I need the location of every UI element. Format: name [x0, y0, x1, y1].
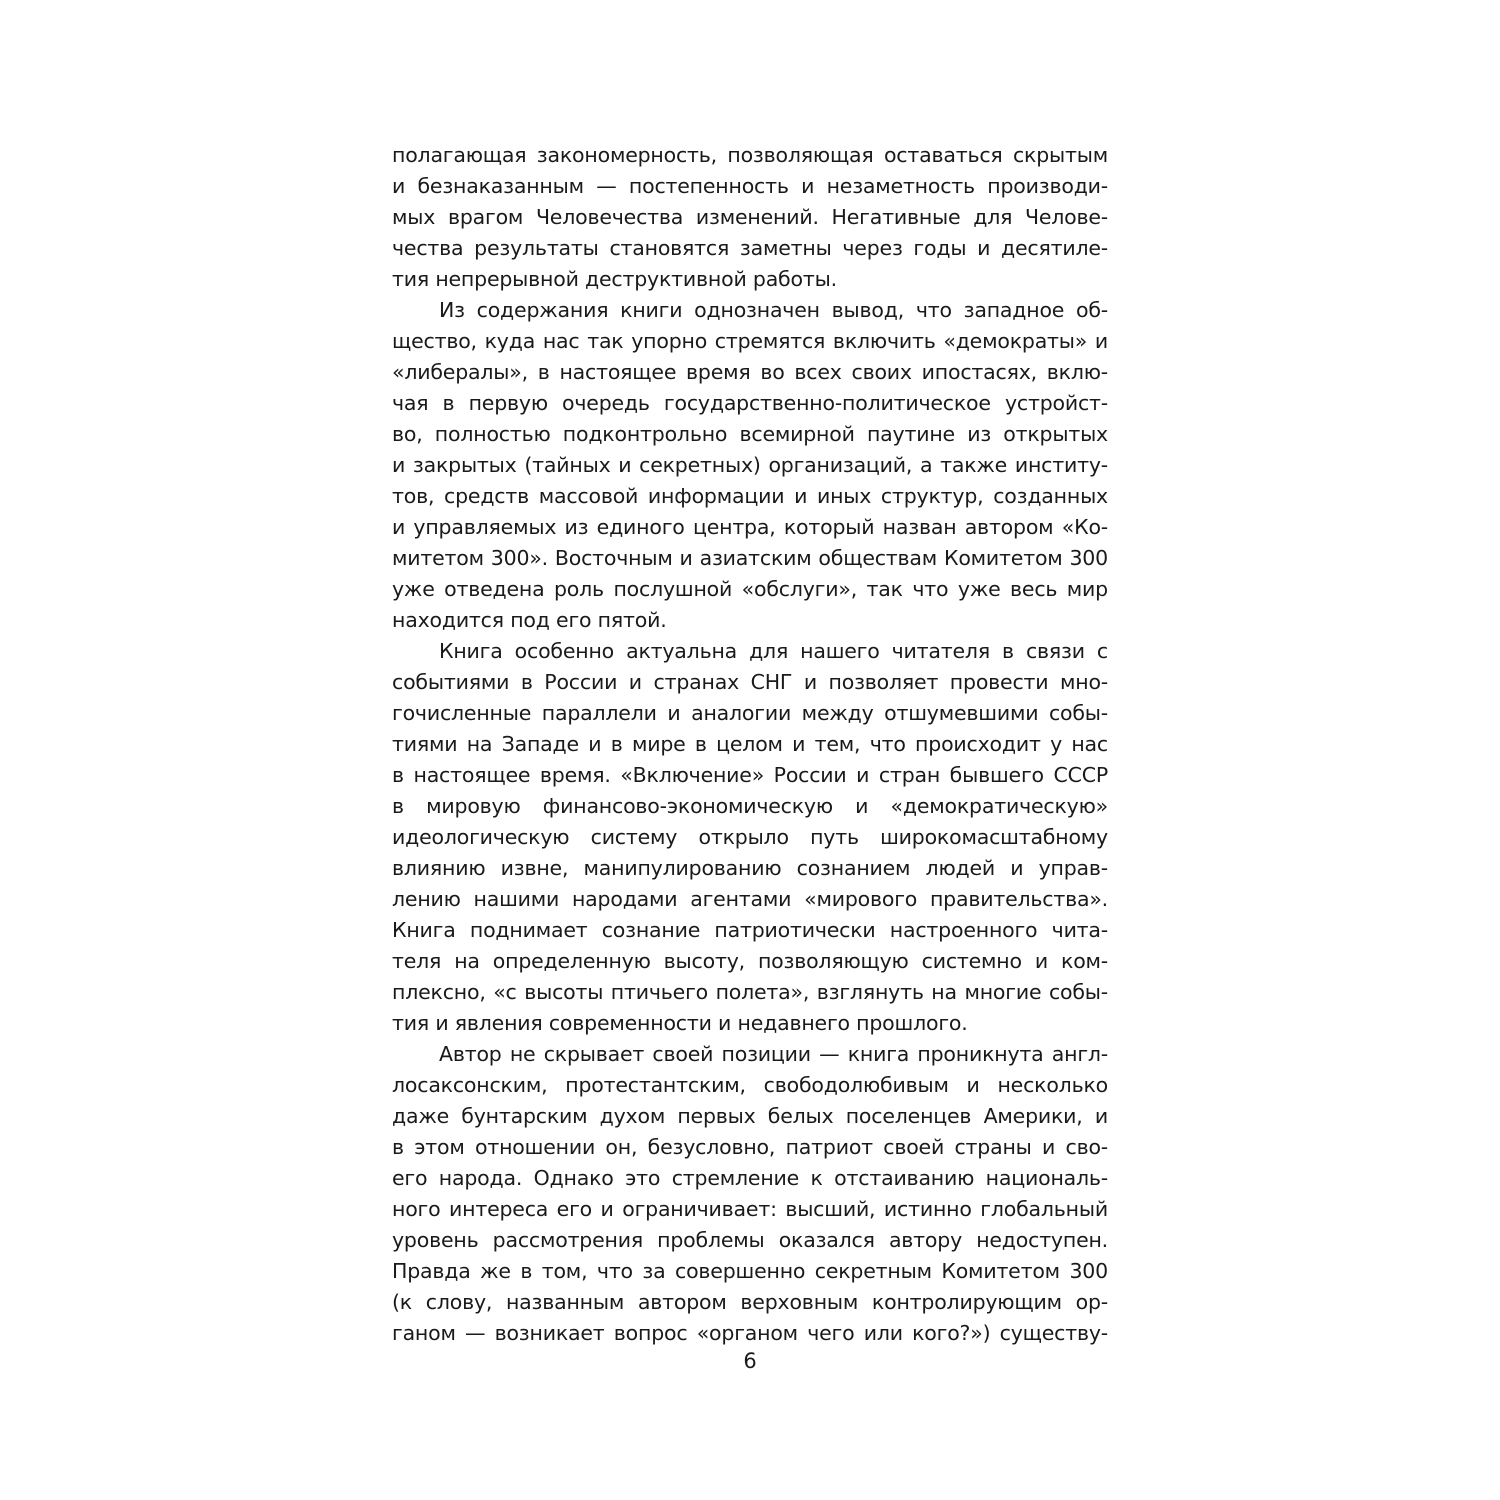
text-line: (к слову, названным автором верховным контролирующим ор-	[392, 1290, 1108, 1314]
text-line: полагающая закономерность, позволяющая оставаться скрытым	[392, 143, 1108, 167]
text-line: плексно, «с высоты птичьего полета», взглянуть на многие собы-	[392, 980, 1108, 1004]
text-line: лосаксонским, протестантским, свободолюбивым и несколько	[392, 1073, 1108, 1097]
text-line: даже бунтарским духом первых белых поселенцев Америки, и	[392, 1104, 1108, 1128]
text-line: тиями на Западе и в мире в целом и тем, что происходит у нас	[392, 732, 1108, 756]
text-line: в мировую финансово-экономическую и «демократическую»	[392, 794, 1108, 818]
text-line: идеологическую систему открыло путь широкомасштабному	[392, 825, 1108, 849]
text-line: Из содержания книги однозначен вывод, что западное об-	[439, 298, 1108, 322]
text-line: чества результаты становятся заметны через годы и десятиле-	[392, 236, 1108, 260]
text-line: ганом — возникает вопрос «органом чего или кого?») существу-	[392, 1321, 1108, 1345]
text-line: теля на определенную высоту, позволяющую системно и ком-	[392, 949, 1108, 973]
text-line: Книга поднимает сознание патриотически настроенного чита-	[392, 918, 1108, 942]
text-line: тия непрерывной деструктивной работы.	[392, 267, 837, 291]
text-line: Автор не скрывает своей позиции — книга проникнута англ-	[439, 1042, 1108, 1066]
text-line: лению нашими народами агентами «мирового правительства».	[392, 887, 1108, 911]
text-line: его народа. Однако это стремление к отстаиванию националь-	[392, 1166, 1108, 1190]
text-line: в настоящее время. «Включение» России и стран бывшего СССР	[392, 763, 1108, 787]
text-line: во, полностью подконтрольно всемирной паутине из открытых	[392, 422, 1108, 446]
text-line: Правда же в том, что за совершенно секретным Комитетом 300	[392, 1259, 1108, 1283]
text-line: в этом отношении он, безусловно, патриот своей страны и сво-	[392, 1135, 1108, 1159]
text-line: уже отведена роль послушной «обслуги», так что уже весь мир	[392, 577, 1108, 601]
page-number: 6	[743, 1349, 757, 1373]
text-line: ного интереса его и ограничивает: высший, истинно глобальный	[392, 1197, 1108, 1221]
text-line: мых врагом Человечества изменений. Негативные для Челове-	[392, 205, 1108, 229]
text-line: событиями в России и странах СНГ и позволяет провести мно-	[392, 670, 1108, 694]
text-line: и безнаказанным — постепенность и незаметность производи-	[392, 174, 1108, 198]
body-text	[392, 140, 1108, 1349]
text-line: тия и явления современности и недавнего прошлого.	[392, 1011, 968, 1035]
text-line: щество, куда нас так упорно стремятся включить «демократы» и	[392, 329, 1108, 353]
text-line: и закрытых (тайных и секретных) организаций, а также институ-	[392, 453, 1108, 477]
text-line: чая в первую очередь государственно-политическое устройст-	[392, 391, 1108, 415]
text-line: уровень рассмотрения проблемы оказался автору недоступен.	[392, 1228, 1108, 1252]
text-line: гочисленные параллели и аналогии между отшумевшими собы-	[392, 701, 1108, 725]
text-line: «либералы», в настоящее время во всех своих ипостасях, вклю-	[392, 360, 1108, 384]
text-line: находится под его пятой.	[392, 608, 667, 632]
text-line: тов, средств массовой информации и иных структур, созданных	[392, 484, 1108, 508]
text-line: Книга особенно актуальна для нашего читателя в связи с	[439, 639, 1108, 663]
text-line: митетом 300». Восточным и азиатским обществам Комитетом 300	[392, 546, 1108, 570]
text-line: влиянию извне, манипулированию сознанием людей и управ-	[392, 856, 1108, 880]
text-line: и управляемых из единого центра, который назван автором «Ко-	[392, 515, 1108, 539]
